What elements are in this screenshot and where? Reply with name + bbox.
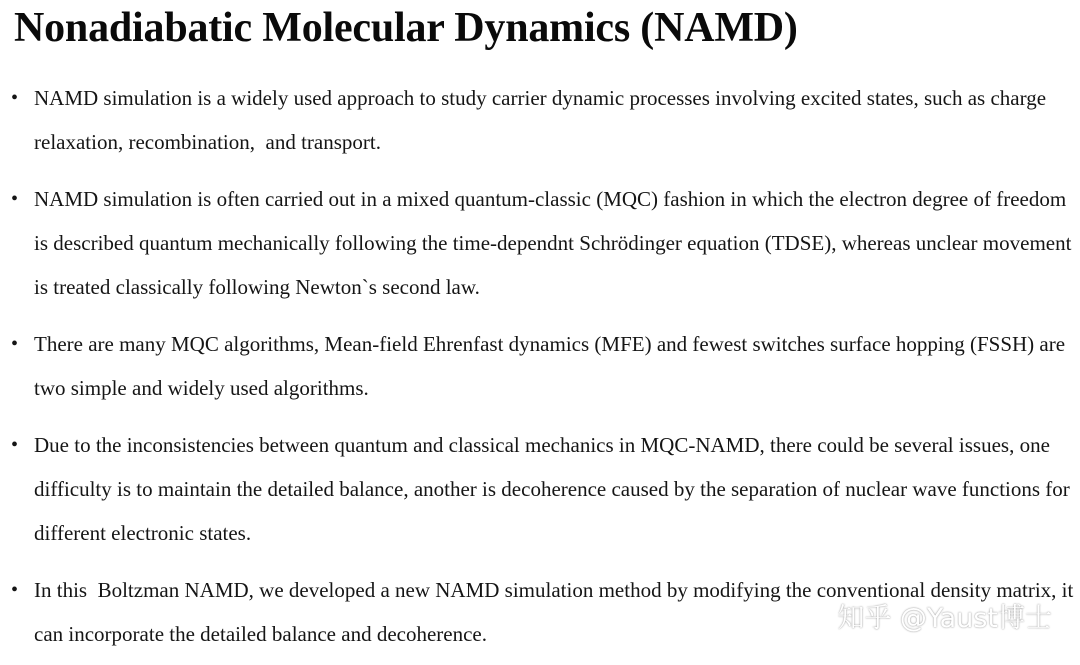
bullet-text: NAMD simulation is often carried out in a mixed quantum-classic (MQC) fashion in which the electron degree of freedom is described quantum mechanically following the time-dependnt Schrödinger equation (TDSE), whereas unclear movement is treated classically following Newton`s second law. <box>34 187 1077 299</box>
bullet-text: NAMD simulation is a widely used approach to study carrier dynamic processes involving excited states, such as charge relaxation, recombination, and transport. <box>34 86 1052 154</box>
bullet-text: Due to the inconsistencies between quantum and classical mechanics in MQC-NAMD, there could be several issues, one difficulty is to maintain the detailed balance, another is decoherence caused by the separation of nuclear wave functions for different electronic states. <box>34 433 1076 545</box>
slide-title: Nonadiabatic Molecular Dynamics (NAMD) <box>14 5 798 51</box>
bullet-marker: • <box>11 87 19 109</box>
bullet-list <box>0 76 1080 656</box>
bullet-marker: • <box>11 188 19 210</box>
bullet-marker: • <box>11 579 19 601</box>
bullet-item <box>0 76 1080 164</box>
bullet-marker: • <box>11 333 19 355</box>
bullet-item <box>0 177 1080 309</box>
bullet-marker: • <box>11 434 19 456</box>
watermark: 知乎 @Yaust博士 <box>837 603 1052 634</box>
bullet-item <box>0 322 1080 410</box>
bullet-item <box>0 423 1080 555</box>
bullet-text: In this Boltzman NAMD, we developed a new NAMD simulation method by modifying the conventional density matrix, it can incorporate the detailed balance and decoherence. <box>34 578 1079 646</box>
bullet-text: There are many MQC algorithms, Mean-field Ehrenfast dynamics (MFE) and fewest switches surface hopping (FSSH) are two simple and widely used algorithms. <box>34 332 1071 400</box>
